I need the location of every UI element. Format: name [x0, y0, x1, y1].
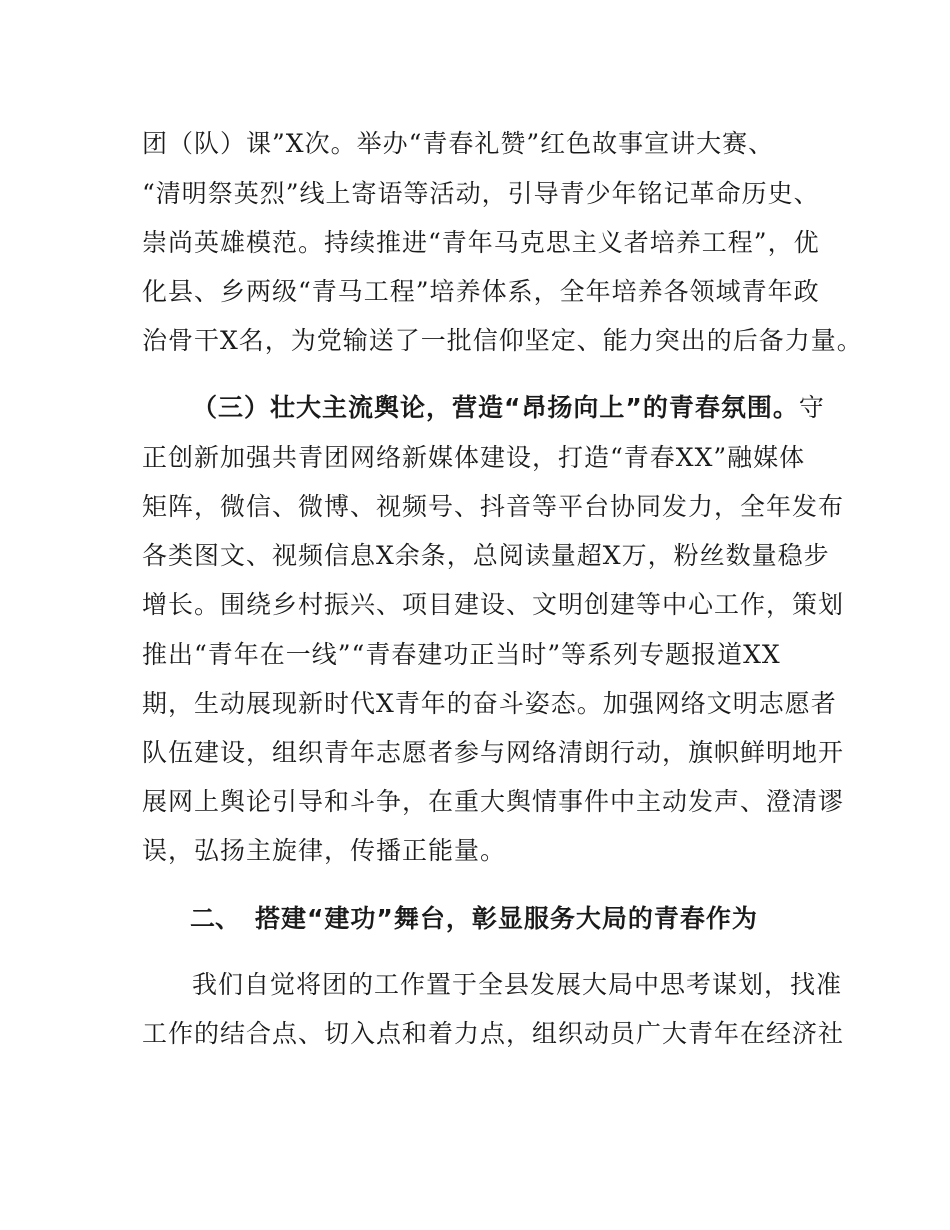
paragraph-line: 化县、乡两级“青马工程”培养体系，全年培养各领域青年政 — [142, 277, 820, 306]
paragraph-line: 期，生动展现新时代X青年的奋斗姿态。加强网络文明志愿者 — [142, 689, 837, 718]
paragraph-line: 正创新加强共青团网络新媒体建设，打造“青春XX”融媒体 — [142, 443, 806, 472]
section-title: 搭建“建功”舞台，彰显服务大局的青春作为 — [255, 904, 758, 933]
paragraph-line: 崇尚英雄模范。持续推进“青年马克思主义者培养工程”，优 — [142, 228, 820, 257]
paragraph-line: 工作的结合点、切入点和着力点，组织动员广大青年在经济社 — [142, 1019, 845, 1048]
section-heading-tail: 守 — [798, 393, 825, 422]
paragraph-line: 各类图文、视频信息X余条，总阅读量超X万，粉丝数量稳步 — [142, 541, 830, 570]
section-heading-bold: （三）壮大主流舆论，营造“昂扬向上”的青春氛围。 — [192, 393, 799, 422]
paragraph-line: 增长。围绕乡村振兴、项目建设、文明创建等中心工作，策划 — [142, 590, 845, 619]
paragraph-line: “清明祭英烈”线上寄语等活动，引导青少年铭记革命历史、 — [142, 179, 820, 208]
paragraph-line: 队伍建设，组织青年志愿者参与网络清朗行动，旗帜鲜明地开 — [142, 738, 845, 767]
paragraph-line: 推出“青年在一线”“青春建功正当时”等系列专题报道XX — [142, 640, 781, 669]
paragraph-line: 矩阵，微信、微博、视频号、抖音等平台协同发力，全年发布 — [142, 492, 845, 521]
paragraph-line: 展网上舆论引导和斗争，在重大舆情事件中主动发声、澄清谬 — [142, 787, 845, 816]
section-number: 二、 — [190, 904, 241, 933]
section-heading — [192, 393, 825, 423]
paragraph-line: 我们自觉将团的工作置于全县发展大局中思考谋划，找准 — [192, 970, 843, 999]
paragraph-line: 治骨干X名，为党输送了一批信仰坚定、能力突出的后备力量。 — [142, 326, 863, 355]
paragraph-line: 误，弘扬主旋律，传播正能量。 — [142, 836, 507, 865]
paragraph-line: 团（队）课”X次。举办“青春礼赞”红色故事宣讲大赛、 — [142, 129, 775, 158]
